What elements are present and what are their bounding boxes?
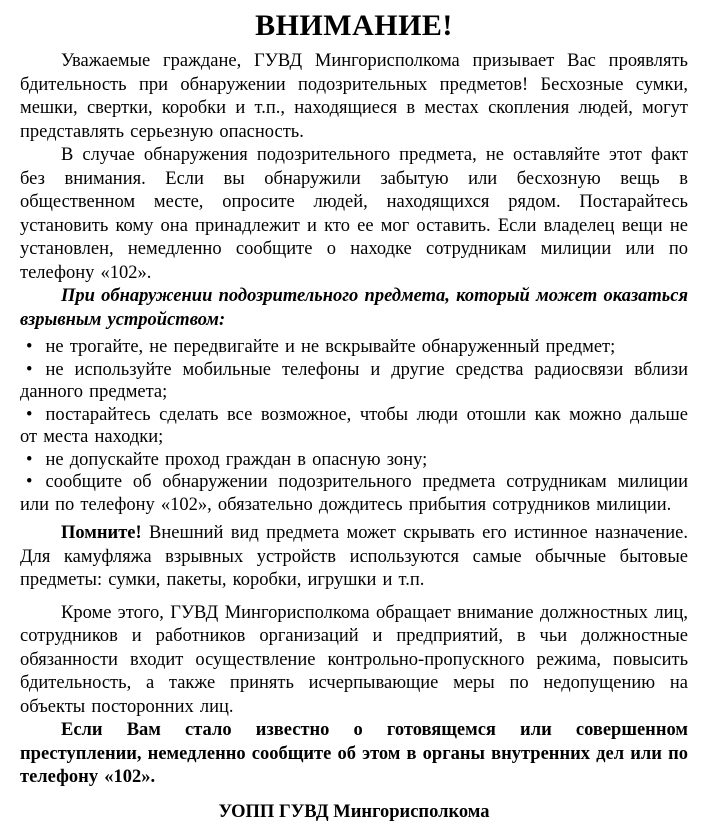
paragraph-intro: Уважаемые граждане, ГУВД Мингорисполкома призывает Вас проявлять бдительность при обнаружении подозрительных предметов! Бесхозные сумки, мешки, свертки, коробки и т.п., находящиеся в местах скопления людей, могут представлять серьезную опасность. [20,51,688,142]
signature: УОПП ГУВД Мингорисполкома [218,801,490,822]
remember-label: Помните! [61,523,142,543]
paragraph-crime-report: Если Вам стало известно о готовящемся или совершенном преступлении, немедленно сообщите об этом в органы внутренних дел или по телефону «102». [20,720,688,787]
list-item [20,336,688,359]
bullet-icon: • [26,404,33,425]
bullet-list [20,336,688,516]
list-item [20,404,688,449]
bullet-item-text: не трогайте, не передвигайте и не вскрывайте обнаруженный предмет; [45,337,616,357]
bullet-icon: • [26,359,33,380]
remember-text: Внешний вид предмета может скрывать его истинное назначение. Для камуфляжа взрывных устройств используются самые обычные бытовые предметы: сумки, пакеты, коробки, игрушки и т.п. [20,523,688,590]
bullet-item-text: постарайтесь сделать все возможное, чтобы люди отошли как можно дальше от места находки; [20,404,688,447]
document-title: ВНИМАНИЕ! [255,9,453,42]
bullet-icon: • [26,449,33,470]
paragraph-warning-heading: При обнаружении подозрительного предмета, который может оказаться взрывным устройством: [20,286,688,330]
bullet-icon: • [26,337,33,357]
list-item [20,471,688,516]
bullet-item-text: не используйте мобильные телефоны и другие средства радиосвязи вблизи данного предмета; [20,359,688,402]
list-item [20,359,688,404]
list-item [20,449,688,472]
paragraph-remember [20,522,688,593]
paragraph-found-object: В случае обнаружения подозрительного предмета, не оставляйте этот факт без внимания. Если вы обнаружили забытую или бесхозную вещь в общественном месте, опросите людей, находящихся рядом. Постарайтесь установить кому она принадлежит и кто ее мог оставить. Если владелец вещи не установлен, немедленно сообщите о находке сотрудникам милиции или по телефону «102». [20,145,688,283]
bullet-item-text: сообщите об обнаружении подозрительного предмета сотрудникам милиции или по телефону «102», обязательно дождитесь прибытия сотрудников милиции. [20,472,688,515]
bullet-icon: • [26,472,33,492]
paragraph-officials: Кроме этого, ГУВД Мингорисполкома обращает внимание должностных лиц, сотрудников и работников организаций и предприятий, в чьи должностные обязанности входит осуществление контрольно-пропускного режима, повысить бдительность, а также принять исчерпывающие меры по недопущению на объекты посторонних лиц. [20,602,688,717]
bullet-item-text: не допускайте проход граждан в опасную зону; [45,449,428,470]
